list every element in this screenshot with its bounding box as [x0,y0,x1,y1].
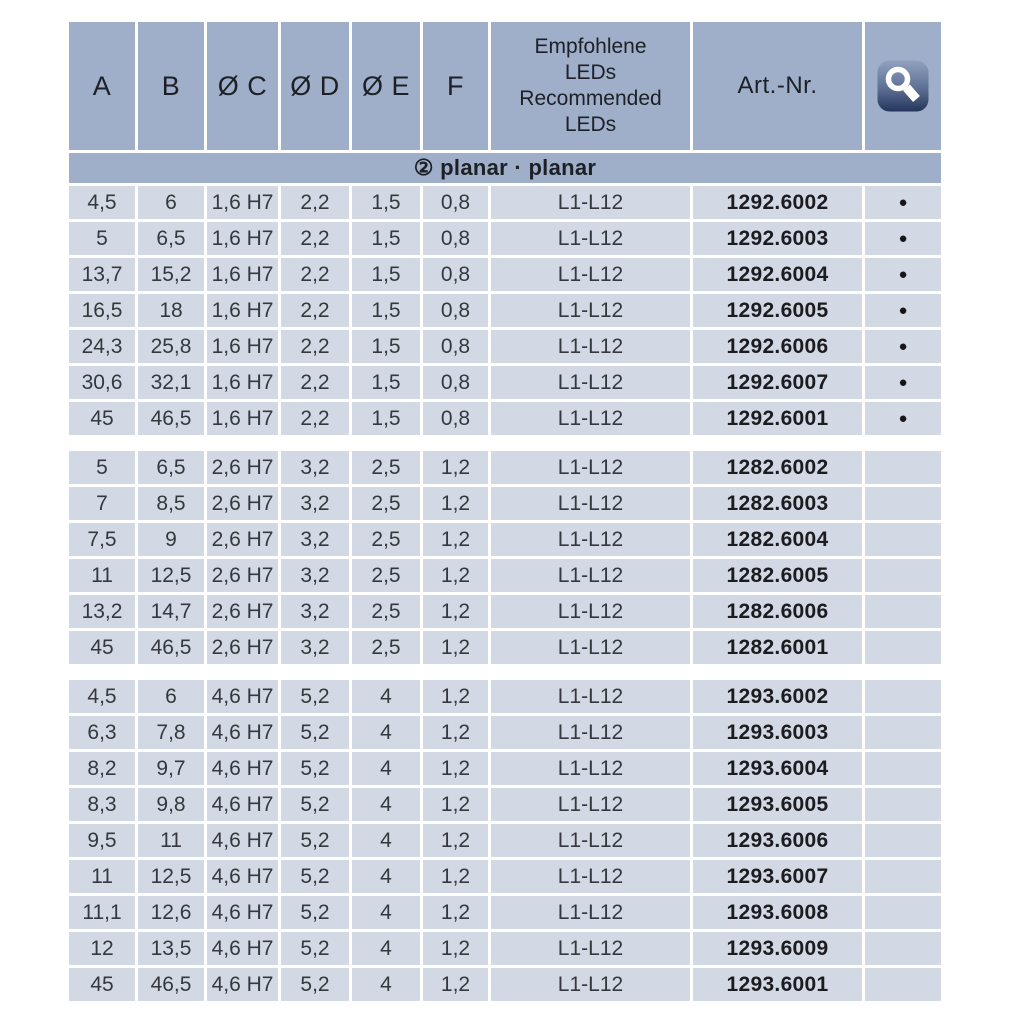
cell-recommended-leds: L1-L12 [491,294,690,327]
cell-diameter-d: 5,2 [281,968,349,1001]
cell-art-nr: 1293.6008 [693,896,862,929]
table-row [69,595,941,628]
cell-diameter-c: 2,6 H7 [207,631,278,664]
cell-diameter-c: 1,6 H7 [207,330,278,363]
cell-diameter-d: 3,2 [281,631,349,664]
cell-recommended-leds: L1-L12 [491,788,690,821]
header-line: LEDs [564,61,617,84]
cell-diameter-d: 2,2 [281,186,349,219]
cell-recommended-leds: L1-L12 [491,366,690,399]
cell-a: 11 [69,559,135,592]
cell-art-nr: 1282.6001 [693,631,862,664]
table-row [69,366,941,399]
row-group [69,186,941,435]
cell-photo-indicator [865,487,941,520]
cell-b: 32,1 [138,366,204,399]
cell-a: 5 [69,451,135,484]
cell-b: 13,5 [138,932,204,965]
cell-diameter-c: 2,6 H7 [207,523,278,556]
cell-diameter-d: 2,2 [281,366,349,399]
cell-photo-indicator [865,968,941,1001]
cell-diameter-d: 5,2 [281,860,349,893]
table-row [69,716,941,749]
cell-b: 6 [138,680,204,713]
cell-diameter-e: 1,5 [352,222,420,255]
cell-art-nr: 1293.6003 [693,716,862,749]
cell-diameter-c: 4,6 H7 [207,932,278,965]
cell-recommended-leds: L1-L12 [491,402,690,435]
cell-diameter-d: 3,2 [281,523,349,556]
cell-f: 0,8 [423,222,488,255]
cell-a: 9,5 [69,824,135,857]
cell-b: 6,5 [138,222,204,255]
cell-art-nr: 1293.6001 [693,968,862,1001]
cell-diameter-d: 3,2 [281,559,349,592]
cell-recommended-leds: L1-L12 [491,523,690,556]
cell-a: 4,5 [69,680,135,713]
cell-diameter-e: 4 [352,932,420,965]
cell-diameter-d: 2,2 [281,222,349,255]
table-row [69,968,941,1001]
cell-a: 8,2 [69,752,135,785]
cell-diameter-c: 4,6 H7 [207,752,278,785]
cell-diameter-c: 1,6 H7 [207,258,278,291]
table-body [69,186,941,1001]
column-header-f: F [423,22,488,150]
cell-photo-indicator [865,824,941,857]
cell-art-nr: 1292.6004 [693,258,862,291]
cell-recommended-leds: L1-L12 [491,631,690,664]
cell-b: 9,8 [138,788,204,821]
cell-a: 6,3 [69,716,135,749]
cell-a: 4,5 [69,186,135,219]
cell-f: 1,2 [423,559,488,592]
table-row [69,451,941,484]
table-row [69,402,941,435]
cell-a: 24,3 [69,330,135,363]
cell-art-nr: 1292.6006 [693,330,862,363]
cell-recommended-leds: L1-L12 [491,487,690,520]
cell-diameter-d: 5,2 [281,752,349,785]
column-header-diameter-d: Ø D [281,22,349,150]
table-row [69,487,941,520]
cell-a: 12 [69,932,135,965]
cell-f: 0,8 [423,294,488,327]
product-table [69,22,941,1004]
cell-diameter-e: 1,5 [352,366,420,399]
cell-f: 0,8 [423,402,488,435]
cell-f: 1,2 [423,595,488,628]
cell-diameter-e: 1,5 [352,258,420,291]
cell-art-nr: 1282.6004 [693,523,862,556]
cell-recommended-leds: L1-L12 [491,680,690,713]
cell-recommended-leds: L1-L12 [491,559,690,592]
cell-a: 7,5 [69,523,135,556]
cell-art-nr: 1292.6003 [693,222,862,255]
table-row [69,186,941,219]
cell-b: 46,5 [138,631,204,664]
cell-photo-indicator [865,523,941,556]
cell-art-nr: 1293.6002 [693,680,862,713]
cell-diameter-c: 4,6 H7 [207,788,278,821]
cell-photo-indicator [865,680,941,713]
cell-b: 18 [138,294,204,327]
cell-diameter-e: 2,5 [352,631,420,664]
cell-diameter-c: 2,6 H7 [207,451,278,484]
table-row [69,824,941,857]
column-header-a: A [69,22,135,150]
cell-diameter-d: 2,2 [281,258,349,291]
cell-b: 46,5 [138,402,204,435]
cell-photo-indicator: ● [865,402,941,435]
cell-photo-indicator [865,631,941,664]
cell-f: 0,8 [423,366,488,399]
cell-diameter-e: 1,5 [352,402,420,435]
cell-art-nr: 1293.6006 [693,824,862,857]
cell-f: 1,2 [423,523,488,556]
cell-diameter-c: 4,6 H7 [207,680,278,713]
table-row [69,294,941,327]
cell-art-nr: 1292.6001 [693,402,862,435]
cell-recommended-leds: L1-L12 [491,860,690,893]
cell-diameter-d: 5,2 [281,932,349,965]
cell-diameter-c: 1,6 H7 [207,222,278,255]
cell-art-nr: 1293.6004 [693,752,862,785]
cell-photo-indicator: ● [865,366,941,399]
cell-diameter-c: 1,6 H7 [207,402,278,435]
cell-diameter-e: 2,5 [352,487,420,520]
cell-a: 7 [69,487,135,520]
header-line: LEDs [564,113,617,136]
cell-art-nr: 1282.6003 [693,487,862,520]
cell-recommended-leds: L1-L12 [491,824,690,857]
cell-diameter-c: 4,6 H7 [207,860,278,893]
cell-a: 8,3 [69,788,135,821]
table-row [69,896,941,929]
column-header-recommended-leds [491,22,690,150]
cell-diameter-e: 4 [352,860,420,893]
table-row [69,932,941,965]
cell-f: 0,8 [423,330,488,363]
cell-a: 45 [69,968,135,1001]
cell-diameter-c: 2,6 H7 [207,559,278,592]
cell-a: 13,7 [69,258,135,291]
cell-diameter-e: 4 [352,896,420,929]
cell-a: 13,2 [69,595,135,628]
table-row [69,860,941,893]
cell-diameter-d: 3,2 [281,595,349,628]
cell-diameter-d: 5,2 [281,716,349,749]
cell-photo-indicator [865,896,941,929]
cell-photo-indicator: ● [865,330,941,363]
cell-b: 6 [138,186,204,219]
cell-art-nr: 1293.6007 [693,860,862,893]
cell-photo-indicator: ● [865,294,941,327]
table-row [69,788,941,821]
cell-f: 1,2 [423,932,488,965]
cell-a: 45 [69,402,135,435]
table-row [69,631,941,664]
cell-diameter-e: 4 [352,716,420,749]
cell-diameter-e: 4 [352,824,420,857]
cell-diameter-c: 1,6 H7 [207,366,278,399]
cell-diameter-e: 1,5 [352,294,420,327]
cell-f: 1,2 [423,680,488,713]
cell-diameter-d: 5,2 [281,824,349,857]
cell-b: 46,5 [138,968,204,1001]
cell-f: 1,2 [423,716,488,749]
cell-diameter-c: 2,6 H7 [207,487,278,520]
cell-b: 15,2 [138,258,204,291]
cell-diameter-e: 1,5 [352,330,420,363]
cell-f: 1,2 [423,451,488,484]
cell-diameter-c: 1,6 H7 [207,186,278,219]
cell-b: 9 [138,523,204,556]
cell-diameter-d: 5,2 [281,680,349,713]
cell-a: 5 [69,222,135,255]
cell-diameter-d: 3,2 [281,451,349,484]
column-header-b: B [138,22,204,150]
cell-f: 0,8 [423,258,488,291]
cell-diameter-e: 1,5 [352,186,420,219]
cell-art-nr: 1282.6006 [693,595,862,628]
cell-diameter-d: 2,2 [281,330,349,363]
column-header-photo [865,22,941,150]
column-header-art-nr: Art.-Nr. [693,22,862,150]
table-row [69,680,941,713]
cell-photo-indicator [865,788,941,821]
cell-photo-indicator [865,860,941,893]
row-group [69,680,941,1001]
section-header-planar: ② planar · planar [69,153,941,183]
cell-f: 1,2 [423,860,488,893]
cell-b: 25,8 [138,330,204,363]
cell-art-nr: 1282.6002 [693,451,862,484]
cell-diameter-d: 2,2 [281,294,349,327]
table-row [69,559,941,592]
cell-b: 12,5 [138,860,204,893]
cell-b: 11 [138,824,204,857]
cell-diameter-c: 4,6 H7 [207,968,278,1001]
cell-recommended-leds: L1-L12 [491,932,690,965]
cell-diameter-c: 4,6 H7 [207,896,278,929]
cell-recommended-leds: L1-L12 [491,752,690,785]
table-row [69,523,941,556]
cell-b: 14,7 [138,595,204,628]
cell-recommended-leds: L1-L12 [491,451,690,484]
header-line: Empfohlene [534,35,647,58]
table-row [69,330,941,363]
cell-diameter-c: 1,6 H7 [207,294,278,327]
cell-f: 1,2 [423,968,488,1001]
column-header-diameter-e: Ø E [352,22,420,150]
cell-f: 1,2 [423,788,488,821]
cell-art-nr: 1292.6005 [693,294,862,327]
cell-a: 11,1 [69,896,135,929]
table-header-row [69,22,941,150]
cell-diameter-d: 5,2 [281,896,349,929]
cell-diameter-d: 2,2 [281,402,349,435]
cell-diameter-d: 5,2 [281,788,349,821]
cell-diameter-e: 2,5 [352,559,420,592]
cell-photo-indicator [865,451,941,484]
cell-b: 8,5 [138,487,204,520]
row-group [69,451,941,664]
cell-diameter-c: 2,6 H7 [207,595,278,628]
cell-f: 1,2 [423,824,488,857]
cell-art-nr: 1293.6009 [693,932,862,965]
cell-photo-indicator: ● [865,258,941,291]
cell-b: 9,7 [138,752,204,785]
cell-photo-indicator: ● [865,186,941,219]
magnifier-icon[interactable] [877,60,929,112]
cell-recommended-leds: L1-L12 [491,258,690,291]
cell-photo-indicator: ● [865,222,941,255]
cell-diameter-e: 4 [352,968,420,1001]
cell-diameter-d: 3,2 [281,487,349,520]
cell-recommended-leds: L1-L12 [491,330,690,363]
cell-b: 6,5 [138,451,204,484]
cell-diameter-e: 4 [352,788,420,821]
cell-art-nr: 1293.6005 [693,788,862,821]
cell-art-nr: 1282.6005 [693,559,862,592]
cell-diameter-c: 4,6 H7 [207,824,278,857]
cell-f: 1,2 [423,487,488,520]
cell-photo-indicator [865,559,941,592]
cell-art-nr: 1292.6002 [693,186,862,219]
cell-recommended-leds: L1-L12 [491,896,690,929]
cell-photo-indicator [865,752,941,785]
column-header-diameter-c: Ø C [207,22,278,150]
cell-recommended-leds: L1-L12 [491,222,690,255]
table-row [69,222,941,255]
cell-b: 12,6 [138,896,204,929]
cell-diameter-c: 4,6 H7 [207,716,278,749]
cell-diameter-e: 4 [352,752,420,785]
cell-recommended-leds: L1-L12 [491,595,690,628]
cell-a: 16,5 [69,294,135,327]
cell-art-nr: 1292.6007 [693,366,862,399]
header-line: Recommended [519,87,662,110]
cell-diameter-e: 2,5 [352,523,420,556]
cell-recommended-leds: L1-L12 [491,716,690,749]
cell-recommended-leds: L1-L12 [491,968,690,1001]
table-row [69,752,941,785]
cell-photo-indicator [865,595,941,628]
cell-photo-indicator [865,932,941,965]
cell-f: 0,8 [423,186,488,219]
cell-diameter-e: 4 [352,680,420,713]
cell-b: 7,8 [138,716,204,749]
cell-a: 11 [69,860,135,893]
cell-f: 1,2 [423,631,488,664]
table-row [69,258,941,291]
cell-diameter-e: 2,5 [352,451,420,484]
cell-photo-indicator [865,716,941,749]
cell-a: 30,6 [69,366,135,399]
cell-recommended-leds: L1-L12 [491,186,690,219]
cell-a: 45 [69,631,135,664]
cell-diameter-e: 2,5 [352,595,420,628]
cell-f: 1,2 [423,752,488,785]
cell-f: 1,2 [423,896,488,929]
cell-b: 12,5 [138,559,204,592]
